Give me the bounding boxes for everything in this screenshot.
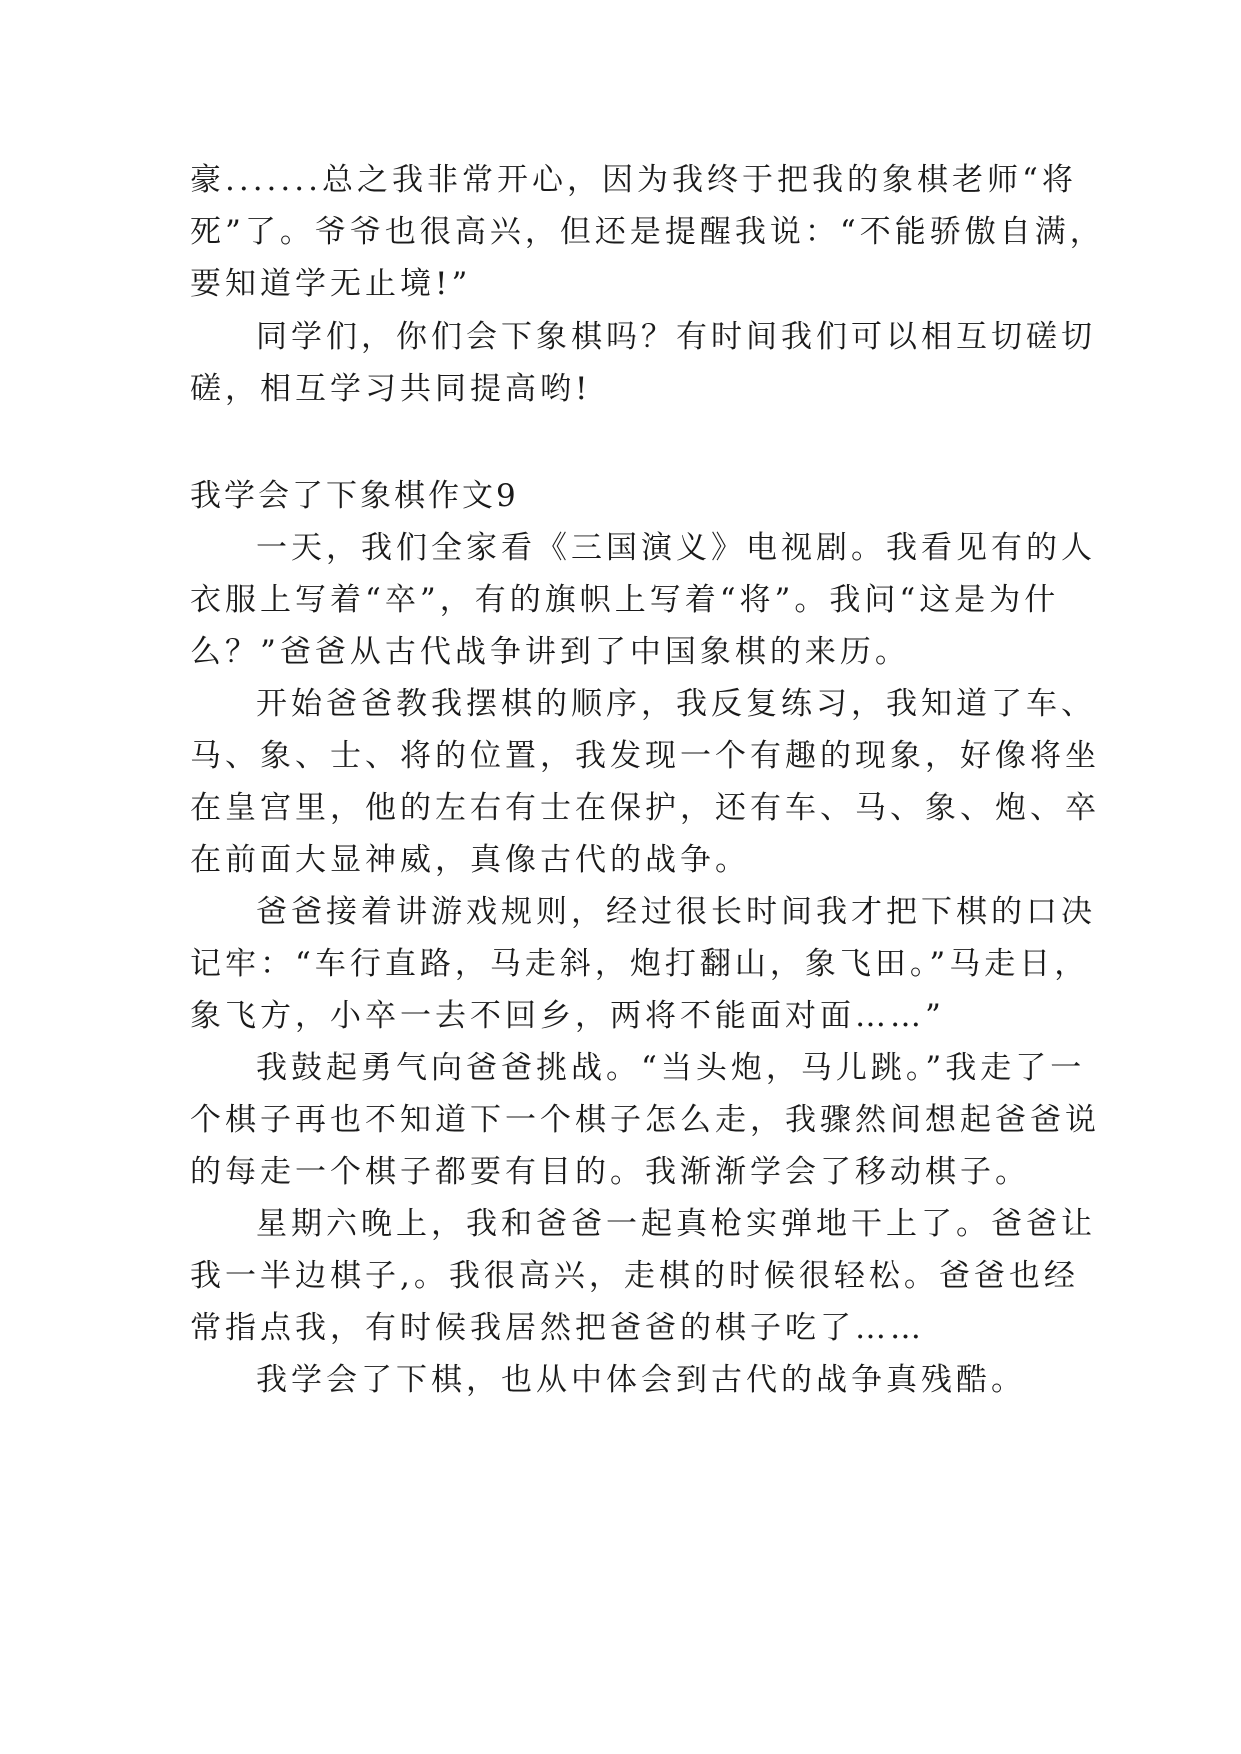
text-line: 记牢：“车行直路，马走斜，炮打翻山，象飞田。”马走日， [190, 946, 1090, 982]
text-line: 同学们，你们会下象棋吗？有时间我们可以相互切磋切 [256, 319, 1096, 355]
text-line: 我鼓起勇气向爸爸挑战。“当头炮，马儿跳。”我走了一 [256, 1050, 1086, 1086]
text-line: 要知道学无止境!” [190, 266, 472, 302]
text-line: 在前面大显神威，真像古代的战争。 [190, 842, 750, 878]
text-line: 死”了。爷爷也很高兴，但还是提醒我说：“不能骄傲自满， [190, 214, 1105, 250]
text-line: 马、象、士、将的位置，我发现一个有趣的现象，好像将坐 [190, 738, 1100, 774]
text-line: 象飞方，小卒一去不回乡，两将不能面对面……” [190, 998, 945, 1034]
text-line: 磋，相互学习共同提高哟! [190, 371, 592, 407]
text-line: 一天，我们全家看《三国演义》电视剧。我看见有的人 [256, 530, 1096, 566]
text-line: 个棋子再也不知道下一个棋子怎么走，我骤然间想起爸爸说 [190, 1102, 1100, 1138]
text-line: 爸爸接着讲游戏规则，经过很长时间我才把下棋的口决 [256, 894, 1096, 930]
text-line: 衣服上写着“卒”，有的旗帜上写着“将”。我问“这是为什 [190, 582, 1060, 618]
essay-title: 我学会了下象棋作文9 [190, 478, 519, 514]
text-line: 我学会了下棋，也从中体会到古代的战争真残酷。 [256, 1362, 1026, 1398]
text-line: 在皇宫里，他的左右有士在保护，还有车、马、象、炮、卒 [190, 790, 1100, 826]
text-line: 星期六晚上，我和爸爸一起真枪实弹地干上了。爸爸让 [256, 1206, 1096, 1242]
text-line: 么？”爸爸从古代战争讲到了中国象棋的来历。 [190, 634, 910, 670]
text-line: 我一半边棋子,。我很高兴，走棋的时候很轻松。爸爸也经 [190, 1258, 1079, 1294]
text-line: 的每走一个棋子都要有目的。我渐渐学会了移动棋子。 [190, 1154, 1030, 1190]
text-line: 豪.......总之我非常开心，因为我终于把我的象棋老师“将 [190, 162, 1077, 198]
text-line: 常指点我，有时候我居然把爸爸的棋子吃了…… [190, 1310, 925, 1346]
text-line: 开始爸爸教我摆棋的顺序，我反复练习，我知道了车、 [256, 686, 1096, 722]
